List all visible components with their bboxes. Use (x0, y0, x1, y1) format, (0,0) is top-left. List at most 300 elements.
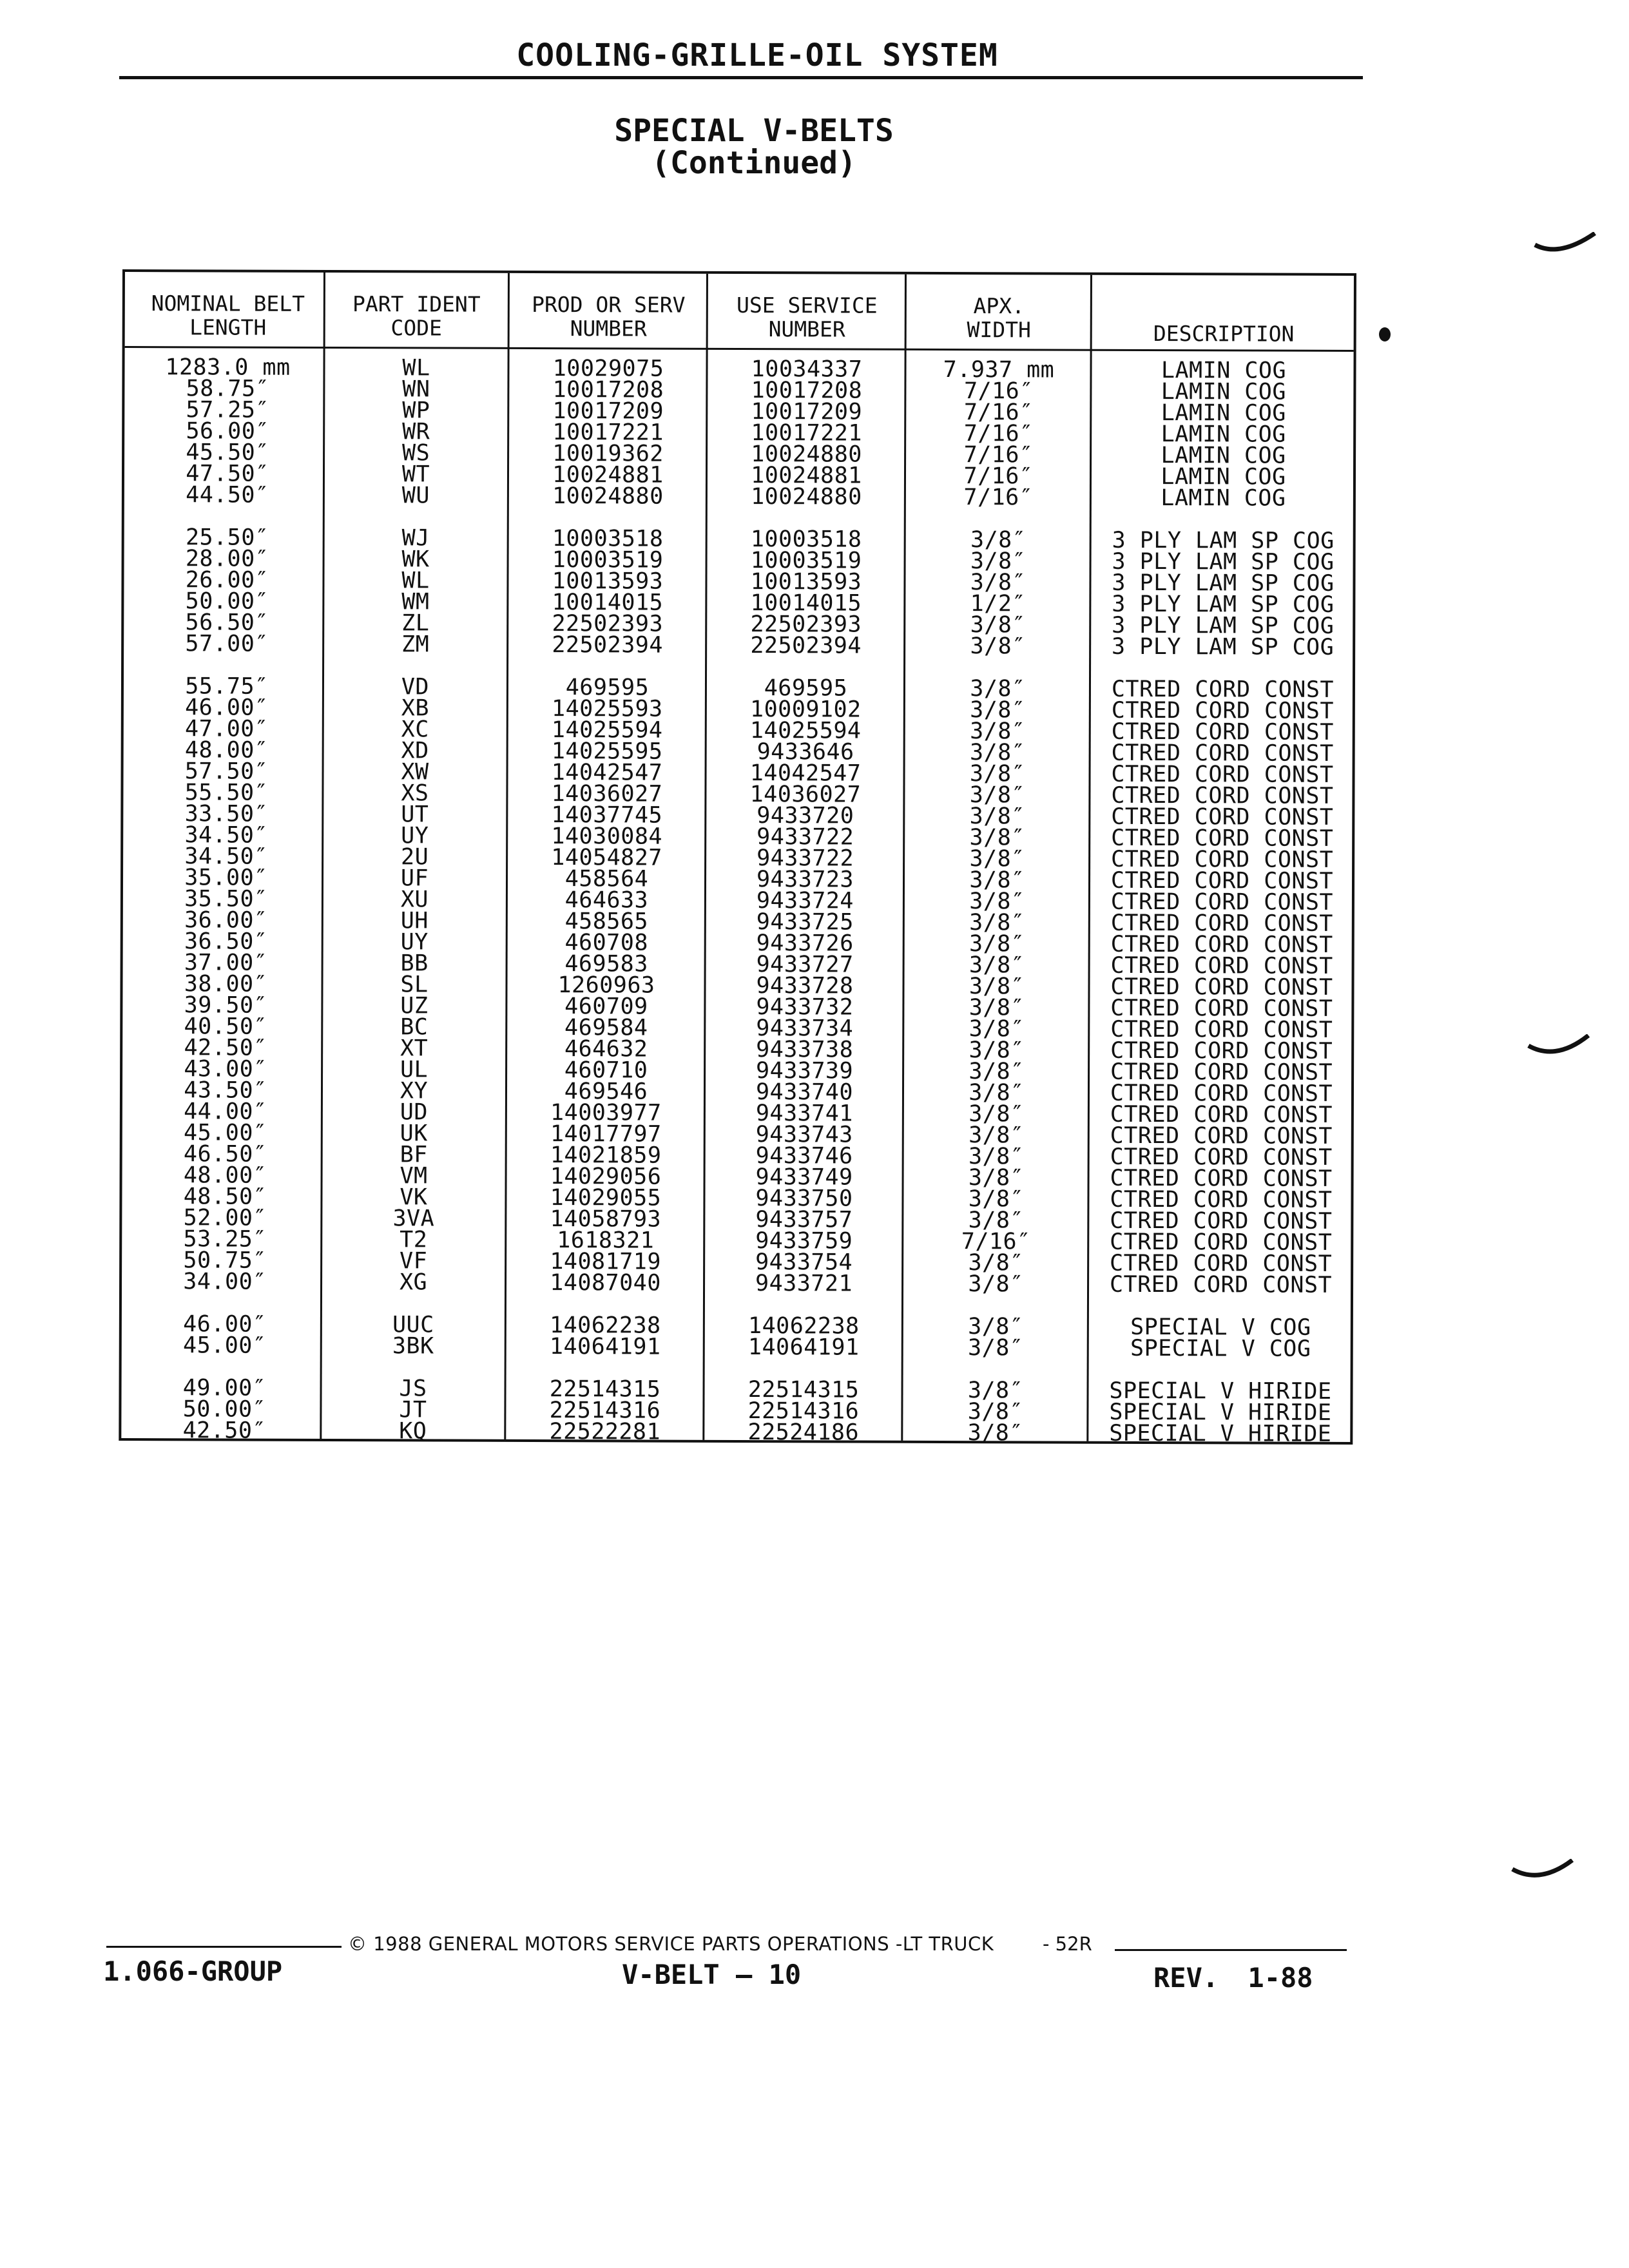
description-cell: CTRED CORD CONST (1110, 1037, 1333, 1064)
width-cell: 3/8″ (967, 1420, 1024, 1446)
service-number-cell: 10014015 (750, 590, 862, 617)
width-cell: 3/8″ (970, 570, 1027, 596)
header-text: PART IDENT (352, 291, 481, 317)
code-cell: XU (400, 887, 429, 913)
width-cell: 7/16″ (963, 463, 1034, 490)
width-cell: 7/16″ (961, 1229, 1031, 1255)
width-cell: 3/8″ (969, 867, 1025, 894)
code-cell: XC (401, 716, 429, 743)
header-apx-width (907, 294, 1091, 342)
code-cell: XG (399, 1269, 428, 1296)
width-cell: 3/8″ (969, 1122, 1025, 1149)
code-cell: UUC (392, 1312, 434, 1338)
length-cell: 47.50″ (186, 461, 269, 487)
service-number-cell: 9433749 (755, 1164, 853, 1191)
service-number-cell: 10017221 (751, 420, 863, 447)
service-number-cell: 469595 (764, 675, 848, 702)
description-cell: SPECIAL V COG (1130, 1314, 1311, 1341)
prod-number-cell: 22514316 (549, 1398, 661, 1424)
description-cell: CTRED CORD CONST (1110, 889, 1334, 916)
service-number-cell: 10017209 (751, 399, 863, 425)
column-prod-serv-number (506, 358, 706, 1443)
width-cell: 3/8″ (969, 952, 1025, 979)
description-cell: CTRED CORD CONST (1110, 1101, 1333, 1128)
description-cell: CTRED CORD CONST (1111, 825, 1334, 852)
service-number-cell: 10013593 (750, 569, 862, 595)
service-number-cell: 9433734 (756, 1015, 854, 1042)
width-cell: 1/2″ (970, 591, 1027, 617)
code-cell: UD (400, 1099, 429, 1126)
code-cell: KQ (399, 1418, 427, 1445)
width-cell: 3/8″ (969, 931, 1025, 957)
description-cell: SPECIAL V HIRIDE (1109, 1420, 1332, 1447)
width-cell: 3/8″ (969, 825, 1025, 851)
description-cell: CTRED CORD CONST (1110, 995, 1333, 1022)
code-cell: WN (402, 376, 430, 403)
length-cell: 28.00″ (185, 546, 269, 572)
code-cell: XY (400, 1078, 429, 1104)
header-use-service-number (709, 293, 905, 341)
length-cell: 34.00″ (183, 1269, 267, 1295)
prod-number-cell: 14025595 (551, 738, 663, 765)
code-cell: XB (401, 695, 430, 722)
description-cell: CTRED CORD CONST (1110, 846, 1334, 873)
description-cell: 3 PLY LAM SP COG (1112, 548, 1335, 575)
length-cell: 55.75″ (185, 673, 269, 700)
description-cell: CTRED CORD CONST (1110, 1207, 1333, 1235)
width-cell: 3/8″ (968, 1144, 1025, 1170)
prod-number-cell: 14017797 (550, 1121, 662, 1148)
description-cell: LAMIN COG (1161, 400, 1286, 427)
code-cell: ZM (401, 631, 430, 658)
length-cell: 36.00″ (184, 907, 268, 934)
description-cell: CTRED CORD CONST (1111, 803, 1334, 831)
length-cell: 57.00″ (185, 631, 269, 657)
service-number-cell: 14062238 (747, 1313, 860, 1340)
length-cell: 36.50″ (184, 928, 268, 955)
description-cell: LAMIN COG (1161, 421, 1286, 448)
footer-page-code: - 52R (1043, 1933, 1092, 1955)
length-cell: 48.00″ (183, 1162, 267, 1189)
prod-number-cell: 14081719 (550, 1249, 662, 1275)
prod-number-cell: 469583 (564, 951, 648, 977)
description-cell: LAMIN COG (1161, 358, 1287, 384)
prod-number-cell: 22502394 (552, 632, 664, 658)
width-cell: 3/8″ (969, 782, 1026, 809)
width-cell: 3/8″ (969, 1059, 1025, 1085)
service-number-cell: 9433723 (756, 867, 854, 893)
width-cell: 3/8″ (970, 676, 1026, 702)
description-cell: LAMIN COG (1161, 443, 1286, 469)
service-number-cell: 9433741 (755, 1100, 853, 1127)
prod-number-cell: 460709 (564, 994, 648, 1020)
description-cell: CTRED CORD CONST (1110, 1186, 1333, 1213)
code-cell: BC (400, 1014, 429, 1041)
service-number-cell: 22514315 (747, 1377, 860, 1403)
header-text: USE SERVICE (736, 292, 878, 318)
prod-number-cell: 10024880 (552, 483, 664, 510)
service-number-cell: 9433720 (757, 803, 854, 829)
service-number-cell: 9433732 (756, 994, 854, 1021)
description-cell: CTRED CORD CONST (1111, 782, 1334, 809)
length-cell: 35.00″ (184, 865, 268, 891)
description-cell: CTRED CORD CONST (1110, 867, 1334, 894)
length-cell: 50.75″ (183, 1247, 267, 1274)
prod-number-cell: 14021859 (550, 1142, 662, 1169)
service-number-cell: 9433739 (756, 1058, 854, 1084)
column-description (1090, 360, 1354, 1445)
width-cell: 3/8″ (969, 1016, 1025, 1043)
code-cell: WL (402, 355, 430, 381)
length-cell: 42.50″ (182, 1418, 267, 1444)
section-subtitle: (Continued) (651, 145, 856, 181)
code-cell: XD (401, 738, 429, 764)
prod-number-cell: 10017208 (552, 377, 664, 403)
length-cell: 53.25″ (183, 1226, 267, 1253)
code-cell: WM (401, 589, 430, 615)
length-cell: 49.00″ (182, 1375, 267, 1401)
prod-number-cell: 10019362 (552, 441, 664, 467)
column-part-ident-code (321, 355, 508, 1445)
footer-revision: REV. 1-88 (1153, 1962, 1313, 1994)
service-number-cell: 9433754 (755, 1249, 853, 1276)
prod-number-cell: 469546 (564, 1079, 648, 1105)
service-number-cell: 9433724 (756, 888, 854, 914)
length-cell: 48.50″ (183, 1184, 267, 1210)
description-cell: 3 PLY LAM SP COG (1112, 570, 1335, 597)
length-cell: 45.00″ (184, 1120, 267, 1146)
prod-number-cell: 469584 (564, 1015, 648, 1041)
service-number-cell: 10034337 (751, 356, 863, 383)
width-cell: 3/8″ (970, 612, 1026, 639)
header-nominal-length (131, 291, 325, 340)
width-cell: 3/8″ (969, 846, 1025, 872)
service-number-cell: 10017208 (751, 378, 863, 404)
prod-number-cell: 458565 (564, 908, 649, 935)
description-cell: CTRED CORD CONST (1110, 1080, 1333, 1107)
code-cell: JT (399, 1397, 427, 1423)
length-cell: 26.00″ (185, 567, 269, 593)
description-cell: CTRED CORD CONST (1110, 1250, 1333, 1277)
header-text: NUMBER (570, 316, 647, 341)
prod-number-cell: 10013593 (552, 568, 664, 595)
prod-number-cell: 14029055 (550, 1185, 662, 1211)
service-number-cell: 10003519 (750, 548, 862, 574)
description-cell: CTRED CORD CONST (1109, 1271, 1333, 1298)
code-cell: 3VA (392, 1206, 435, 1232)
prod-number-cell: 469595 (565, 675, 650, 701)
prod-number-cell: 14058793 (550, 1206, 662, 1233)
code-cell: UT (401, 802, 429, 828)
width-cell: 3/8″ (968, 1186, 1025, 1213)
margin-check-mark (1527, 1034, 1592, 1060)
width-cell: 3/8″ (967, 1399, 1024, 1425)
header-divider (125, 346, 1354, 352)
width-cell: 3/8″ (970, 718, 1026, 745)
width-cell: 7/16″ (963, 485, 1034, 511)
code-cell: WU (401, 483, 430, 509)
description-cell: 3 PLY LAM SP COG (1112, 612, 1335, 639)
header-text: LENGTH (189, 314, 267, 340)
description-cell: CTRED CORD CONST (1110, 1144, 1333, 1171)
length-cell: 25.50″ (185, 524, 269, 551)
description-cell: LAMIN COG (1161, 379, 1287, 405)
width-cell: 3/8″ (969, 1101, 1025, 1128)
header-rule (119, 76, 1363, 79)
prod-number-cell: 14003977 (550, 1100, 662, 1126)
description-cell: SPECIAL V HIRIDE (1109, 1378, 1332, 1405)
width-cell: 7/16″ (963, 378, 1034, 405)
length-cell: 46.00″ (185, 695, 269, 721)
service-number-cell: 9433743 (755, 1122, 853, 1148)
header-prod-serv-number (510, 293, 707, 341)
description-cell: SPECIAL V COG (1130, 1335, 1311, 1362)
length-cell: 57.50″ (184, 758, 269, 785)
service-number-cell: 9433738 (756, 1037, 854, 1063)
length-cell: 44.50″ (186, 482, 269, 508)
service-number-cell: 9433727 (756, 952, 854, 978)
width-cell: 3/8″ (969, 740, 1026, 766)
code-cell: T2 (400, 1227, 428, 1253)
width-cell: 3/8″ (969, 889, 1025, 915)
length-cell: 52.00″ (183, 1205, 267, 1231)
prod-number-cell: 14064191 (549, 1334, 661, 1360)
code-cell: WP (402, 398, 430, 424)
description-cell: CTRED CORD CONST (1111, 697, 1334, 724)
header-text: CODE (390, 315, 443, 341)
code-cell: VK (400, 1184, 428, 1211)
length-cell: 42.50″ (184, 1035, 267, 1061)
prod-number-cell: 458564 (564, 866, 649, 892)
description-cell: 3 PLY LAM SP COG (1112, 527, 1335, 554)
width-cell: 3/8″ (968, 1271, 1024, 1298)
length-cell: 48.00″ (184, 737, 269, 764)
prod-number-cell: 464633 (564, 887, 649, 914)
header-text: NOMINAL BELT (151, 291, 305, 316)
service-number-cell: 9433725 (756, 909, 854, 936)
prod-number-cell: 22502393 (552, 611, 664, 637)
length-cell: 33.50″ (184, 801, 269, 827)
service-number-cell: 10024881 (751, 463, 862, 489)
width-cell: 7/16″ (963, 442, 1034, 468)
description-cell: CTRED CORD CONST (1110, 931, 1333, 958)
footer-page-number: V-BELT — 10 (622, 1959, 802, 1990)
service-number-cell: 10024880 (751, 441, 862, 468)
length-cell: 58.75″ (186, 376, 270, 402)
prod-number-cell: 14029056 (550, 1164, 662, 1190)
code-cell: UK (400, 1120, 428, 1147)
code-cell: WR (402, 419, 430, 445)
width-cell: 7/16″ (963, 421, 1034, 447)
width-cell: 3/8″ (969, 803, 1026, 830)
prod-number-cell: 10003518 (552, 526, 664, 552)
service-number-cell: 14042547 (749, 760, 862, 787)
service-number-cell: 10003518 (750, 526, 862, 553)
length-cell: 34.50″ (184, 843, 268, 870)
code-cell: WS (401, 440, 430, 466)
length-cell: 37.00″ (184, 950, 268, 976)
prod-number-cell: 14037745 (551, 802, 663, 829)
description-cell: CTRED CORD CONST (1110, 910, 1333, 937)
code-cell: UF (400, 865, 429, 892)
service-number-cell: 9433746 (755, 1143, 853, 1169)
length-cell: 45.00″ (182, 1332, 267, 1359)
service-number-cell: 9433726 (756, 930, 854, 957)
prod-number-cell: 14062238 (549, 1312, 661, 1339)
page-header-title: COOLING-GRILLE-OIL SYSTEM (516, 37, 998, 73)
code-cell: UH (400, 908, 429, 934)
width-cell: 3/8″ (970, 548, 1027, 575)
prod-number-cell: 10014015 (552, 590, 664, 616)
code-cell: SL (400, 972, 429, 998)
footer-group: 1.066-GROUP (103, 1956, 283, 1987)
length-cell: 50.00″ (182, 1396, 267, 1423)
service-number-cell: 22524186 (747, 1419, 860, 1446)
service-number-cell: 9433721 (755, 1271, 853, 1297)
section-title: SPECIAL V-BELTS (614, 113, 894, 149)
column-nominal-length (128, 354, 324, 1444)
service-number-cell: 10009102 (749, 697, 862, 723)
service-number-cell: 9433728 (756, 973, 854, 999)
service-number-cell: 9433757 (755, 1207, 853, 1233)
code-cell: UY (400, 929, 429, 956)
description-cell: CTRED CORD CONST (1110, 952, 1333, 979)
length-cell: 45.50″ (186, 439, 269, 466)
code-cell: WK (401, 546, 430, 573)
code-cell: JS (399, 1376, 427, 1402)
width-cell: 3/8″ (968, 1207, 1025, 1234)
vbelt-table (119, 269, 1356, 1445)
code-cell: VD (401, 674, 430, 700)
length-cell: 55.50″ (184, 780, 269, 806)
prod-number-cell: 1260963 (557, 972, 655, 999)
prod-number-cell: 460710 (564, 1057, 648, 1084)
service-number-cell: 14036027 (749, 782, 862, 808)
code-cell: WT (401, 461, 430, 488)
prod-number-cell: 10003519 (552, 547, 664, 573)
width-cell: 7.937 mm (943, 357, 1055, 383)
margin-check-mark (1511, 1859, 1576, 1885)
code-cell: WJ (401, 525, 430, 552)
length-cell: 50.00″ (185, 588, 269, 615)
code-cell: UY (401, 823, 429, 849)
prod-number-cell: 14025594 (551, 717, 663, 744)
code-cell: 3BK (392, 1333, 434, 1360)
description-cell: CTRED CORD CONST (1110, 1016, 1333, 1043)
length-cell: 56.50″ (185, 610, 269, 636)
width-cell: 3/8″ (969, 974, 1025, 1000)
header-text: APX. (973, 293, 1025, 319)
description-cell: CTRED CORD CONST (1110, 974, 1333, 1001)
header-text: WIDTH (967, 317, 1031, 343)
description-cell: LAMIN COG (1161, 485, 1286, 512)
length-cell: 40.50″ (184, 1014, 268, 1040)
length-cell: 43.00″ (184, 1056, 267, 1082)
service-number-cell: 9433759 (755, 1228, 853, 1254)
description-cell: CTRED CORD CONST (1111, 676, 1335, 703)
header-part-ident-code (325, 292, 508, 340)
length-cell: 46.00″ (183, 1311, 267, 1338)
service-number-cell: 14025594 (749, 718, 862, 744)
service-number-cell: 9433646 (757, 739, 854, 765)
prod-number-cell: 14030084 (551, 823, 663, 850)
header-description: DESCRIPTION (1153, 321, 1295, 347)
description-cell: SPECIAL V HIRIDE (1109, 1399, 1332, 1426)
width-cell: 3/8″ (970, 633, 1026, 660)
width-cell: 3/8″ (968, 1250, 1024, 1276)
description-cell: CTRED CORD CONST (1110, 1122, 1333, 1149)
width-cell: 3/8″ (968, 1165, 1025, 1191)
service-number-cell: 22514316 (747, 1398, 860, 1425)
code-cell: XS (401, 780, 429, 807)
length-cell: 1283.0 mm (165, 354, 291, 381)
code-cell: BB (400, 950, 429, 977)
width-cell: 7/16″ (963, 399, 1034, 426)
prod-number-cell: 460708 (564, 930, 649, 956)
service-number-cell: 22502393 (750, 611, 862, 638)
prod-number-cell: 14025593 (552, 696, 663, 722)
column-apx-width (903, 357, 1090, 1446)
service-number-cell: 22502394 (750, 633, 862, 659)
length-cell: 43.50″ (184, 1077, 267, 1104)
width-cell: 3/8″ (969, 1037, 1025, 1064)
description-cell: CTRED CORD CONST (1111, 718, 1334, 745)
length-cell: 35.50″ (184, 886, 268, 912)
length-cell: 46.50″ (183, 1141, 267, 1168)
code-cell: UL (400, 1057, 429, 1083)
prod-number-cell: 14087040 (550, 1270, 661, 1296)
width-cell: 3/8″ (970, 697, 1026, 724)
width-cell: 3/8″ (969, 1080, 1025, 1106)
length-cell: 57.25″ (186, 397, 270, 423)
code-cell: XT (400, 1035, 429, 1062)
code-cell: WL (401, 568, 430, 594)
width-cell: 3/8″ (969, 995, 1025, 1021)
width-cell: 3/8″ (969, 910, 1025, 936)
length-cell: 39.50″ (184, 992, 268, 1019)
service-number-cell: 9433750 (755, 1186, 853, 1212)
length-cell: 38.00″ (184, 971, 268, 997)
prod-number-cell: 22522281 (549, 1419, 661, 1445)
footer-rule (1115, 1949, 1347, 1951)
margin-check-mark (1534, 232, 1598, 258)
description-cell: LAMIN COG (1161, 464, 1286, 490)
prod-number-cell: 10029075 (552, 356, 664, 382)
footer-rule (106, 1946, 342, 1948)
length-cell: 56.00″ (186, 418, 269, 445)
width-cell: 3/8″ (969, 761, 1026, 787)
service-number-cell: 10024880 (751, 484, 862, 510)
prod-number-cell: 10024881 (552, 462, 664, 488)
header-text: NUMBER (768, 316, 845, 342)
prod-number-cell: 14054827 (551, 845, 662, 871)
description-cell: CTRED CORD CONST (1111, 761, 1334, 788)
description-cell: 3 PLY LAM SP COG (1112, 591, 1335, 618)
column-use-service-number (705, 356, 905, 1446)
service-number-cell: 9433740 (755, 1079, 854, 1106)
width-cell: 3/8″ (968, 1314, 1024, 1340)
length-cell: 44.00″ (184, 1099, 267, 1125)
prod-number-cell: 22514315 (549, 1376, 661, 1403)
code-cell: VF (400, 1248, 428, 1274)
margin-bullet-mark (1379, 327, 1391, 341)
prod-number-cell: 14036027 (551, 781, 663, 807)
width-cell: 3/8″ (967, 1378, 1024, 1404)
service-number-cell: 9433722 (757, 845, 854, 872)
code-cell: UZ (400, 993, 429, 1019)
prod-number-cell: 464632 (564, 1036, 648, 1062)
width-cell: 3/8″ (970, 527, 1027, 553)
